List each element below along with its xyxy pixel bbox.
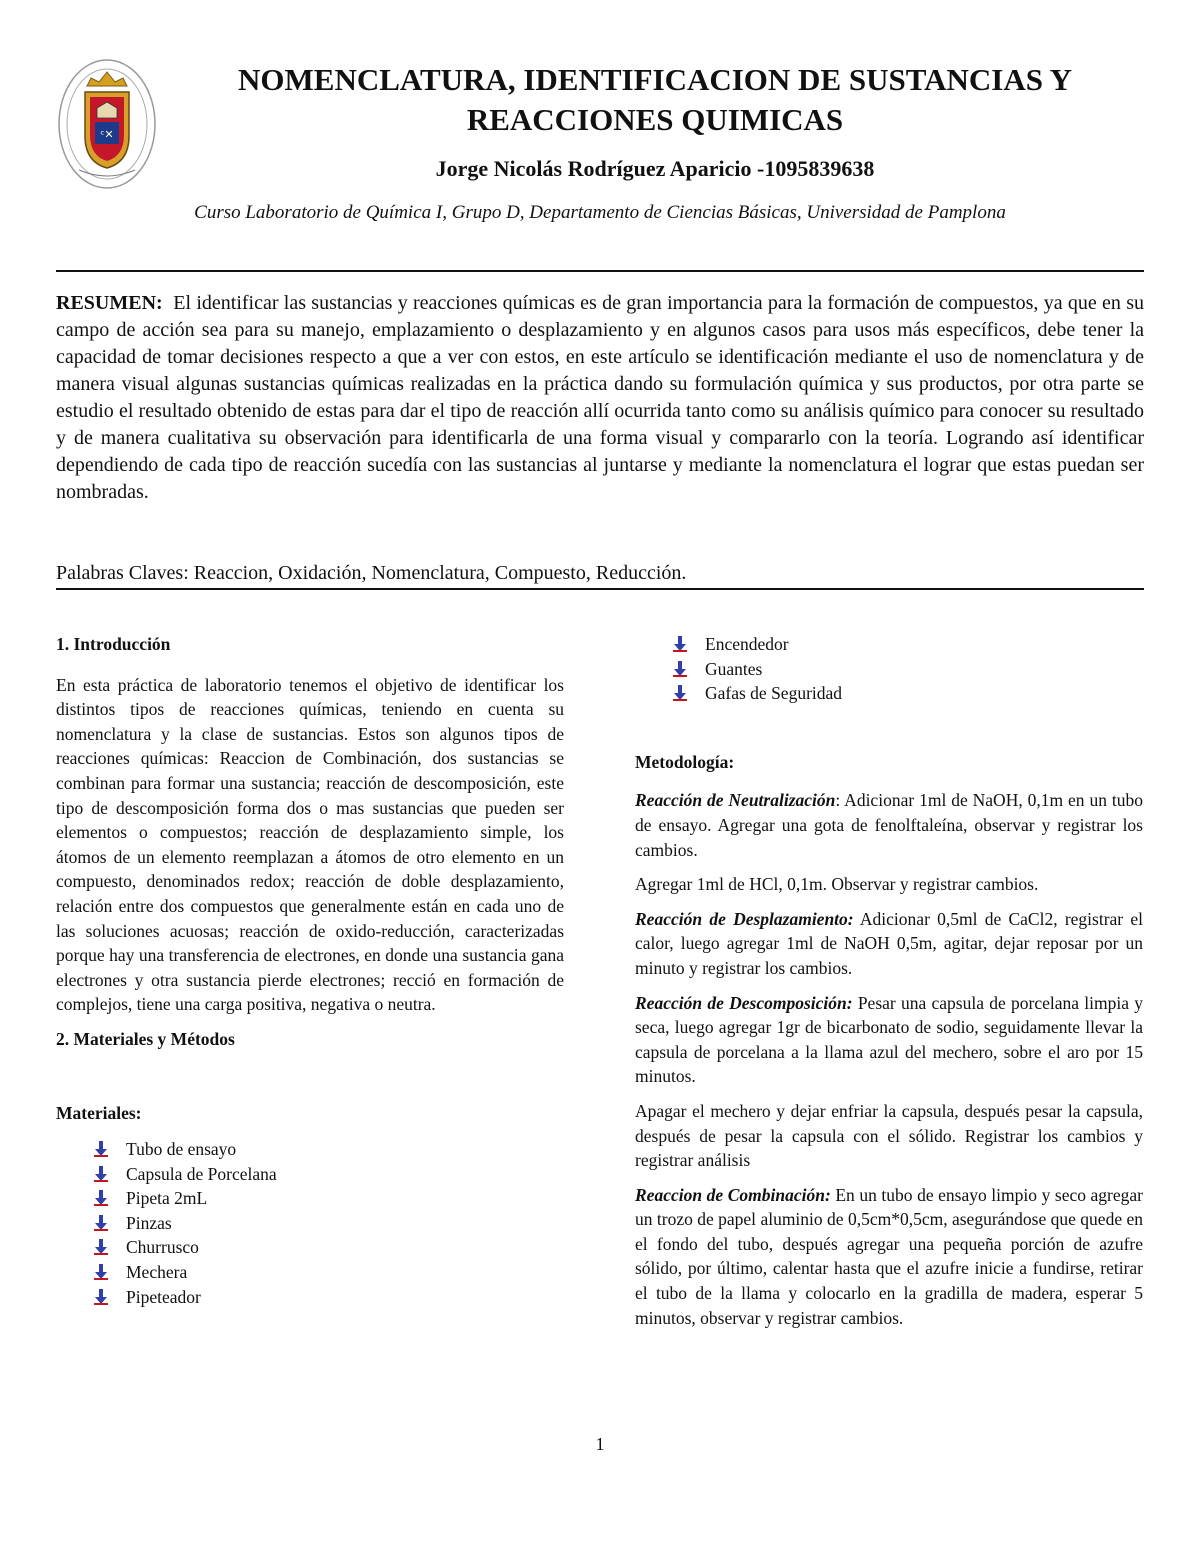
abstract-label: RESUMEN:	[56, 292, 163, 314]
affiliation-line: Curso Laboratorio de Química I, Grupo D, Departamento de Ciencias Básicas, Universidad de Pamplona	[194, 202, 1006, 223]
neutralization-label: Reacción de Neutralización	[635, 790, 836, 811]
intro-heading: 1. Introducción	[56, 634, 171, 654]
arrow-down-icon	[94, 1239, 108, 1255]
arrow-down-icon	[94, 1215, 108, 1231]
decomposition-paragraph-2: Apagar el mechero y dejar enfriar la capsula, después pesar la capsula, después de pesar la capsula con el sólido. Registrar los cambios y registrar análisis	[635, 1100, 1143, 1171]
methodology-heading: Metodología:	[635, 751, 735, 772]
methods-heading: 2. Materiales y Métodos	[56, 1028, 235, 1049]
left-column	[56, 632, 564, 1309]
author-line: Jorge Nicolás Rodríguez Aparicio -1095839638	[435, 156, 875, 181]
keywords: Palabras Claves: Reaccion, Oxidación, Nomenclatura, Compuesto, Reducción.	[56, 562, 687, 584]
list-item: Gafas de Seguridad	[635, 681, 1143, 706]
abstract	[56, 290, 1144, 506]
right-column	[635, 632, 1143, 1330]
list-item: Capsula de Porcelana	[56, 1162, 564, 1187]
arrow-down-icon	[673, 636, 687, 652]
combination-paragraph: Reaccion de Combinación: En un tubo de ensayo limpio y seco agregar un trozo de papel aluminio de 0,5cm*0,5cm, asegurándose que quede en el fondo del tubo, después agregar una pequeña porción de azufre sólido, por último, calentar hasta que el azufre inicie a fundirse, retirar el tubo de la llama y colocarlo en la gradilla de madera, esperar 5 minutos, observar y registrar cambios.	[635, 1184, 1143, 1328]
materials-list	[56, 1137, 564, 1309]
list-item: Pinzas	[56, 1211, 564, 1236]
abstract-text: El identificar las sustancias y reacciones químicas es de gran importancia para la formación de compuestos, ya que en su campo de acción sea para su manejo, emplazamiento o desplazamiento y en algunos casos para usos más específicos, debe tener la capacidad de tomar decisiones respecto a que a ver con estos, en este artículo se identificación mediante el uso de nomenclatura y de manera visual algunas sustancias químicas realizadas en la práctica dando su formulación química y sus productos, por otra parte se estudio el resultado obtenido de estas para dar el tipo de reacción allí ocurrida tanto como su análisis químico para conocer su resultado y de manera cualitativa su observación para identificarla de una forma visual y compararlo con la teoría. Logrando así identificar dependiendo de cada tipo de reacción sucedía con las sustancias al juntarse y mediante la nomenclatura el lograr que estas puedan ser nombradas.	[56, 292, 1144, 503]
decomposition-label: Reacción de Descomposición:	[635, 992, 853, 1013]
arrow-down-icon	[94, 1166, 108, 1182]
combination-label: Reaccion de Combinación:	[635, 1184, 831, 1205]
list-item: Guantes	[635, 657, 1143, 682]
list-item: Tubo de ensayo	[56, 1137, 564, 1162]
list-item: Churrusco	[56, 1235, 564, 1260]
page-number: 1	[595, 1434, 605, 1454]
arrow-down-icon	[94, 1264, 108, 1280]
displacement-paragraph: Reacción de Desplazamiento: Adicionar 0,5ml de CaCl2, registrar el calor, luego agregar 1ml de NaOH 0,5m, agitar, dejar reposar por un minuto y registrar los cambios.	[635, 908, 1144, 978]
decomposition-paragraph: Reacción de Descomposición: Pesar una capsula de porcelana limpia y seca, luego agregar 1gr de bicarbonato de sodio, seguidamente llevar la capsula de porcelana a la llama azul del mechero, sobre el aro por 15 minutos.	[635, 992, 1144, 1087]
svg-text:ᶜ✕: ᶜ✕	[100, 128, 114, 141]
displacement-label: Reacción de Desplazamiento:	[635, 908, 854, 929]
materials-list-continued	[635, 632, 1143, 706]
materials-heading: Materiales:	[56, 1102, 142, 1123]
list-item: Pipeta 2mL	[56, 1186, 564, 1211]
list-item: Encendedor	[635, 632, 1143, 657]
arrow-down-icon	[94, 1141, 108, 1157]
neutralization-paragraph: Reacción de Neutralización: Adicionar 1ml de NaOH, 0,1m en un tubo de ensayo. Agregar una gota de fenolftaleína, observar y registrar los cambios.	[635, 790, 1143, 860]
list-item: Pipeteador	[56, 1285, 564, 1310]
bottom-rule	[56, 588, 1144, 590]
arrow-down-icon	[673, 685, 687, 701]
top-rule	[56, 270, 1144, 272]
arrow-down-icon	[94, 1190, 108, 1206]
paper-title: NOMENCLATURA, IDENTIFICACION DE SUSTANCIAS Y REACCIONES QUIMICAS	[238, 62, 1072, 137]
intro-text: En esta práctica de laboratorio tenemos el objetivo de identificar los distintos tipos de reacciones químicas, teniendo en cuenta su nomenclatura y la clase de sustancias. Estos son algunos tipos de reacciones químicas: Reaccion de Combinación, dos sustancias se combinan para formar una sustancia; reacción de descomposición, este tipo de descomposición forma dos o mas sustancias que pueden ser elementos o compuestos; reacción de desplazamiento simple, los átomos de un elemento reemplazan a átomos de otro elemento en un compuesto, denominados redox; reacción de doble desplazamiento, relación entre dos compuestos que generalmente están en cada uno de las soluciones acuosas; reacción de oxido-reducción, caracterizadas porque hay una transferencia de electrones, en donde una sustancia gana electrones y otra sustancia pierde electrones; recció en formación de complejos, tiene una carga positiva, negativa o neutra.	[56, 674, 564, 1015]
university-seal	[57, 58, 157, 190]
neutralization-paragraph-2: Agregar 1ml de HCl, 0,1m. Observar y registrar cambios.	[635, 874, 1039, 895]
list-item: Mechera	[56, 1260, 564, 1285]
arrow-down-icon	[673, 661, 687, 677]
arrow-down-icon	[94, 1289, 108, 1305]
